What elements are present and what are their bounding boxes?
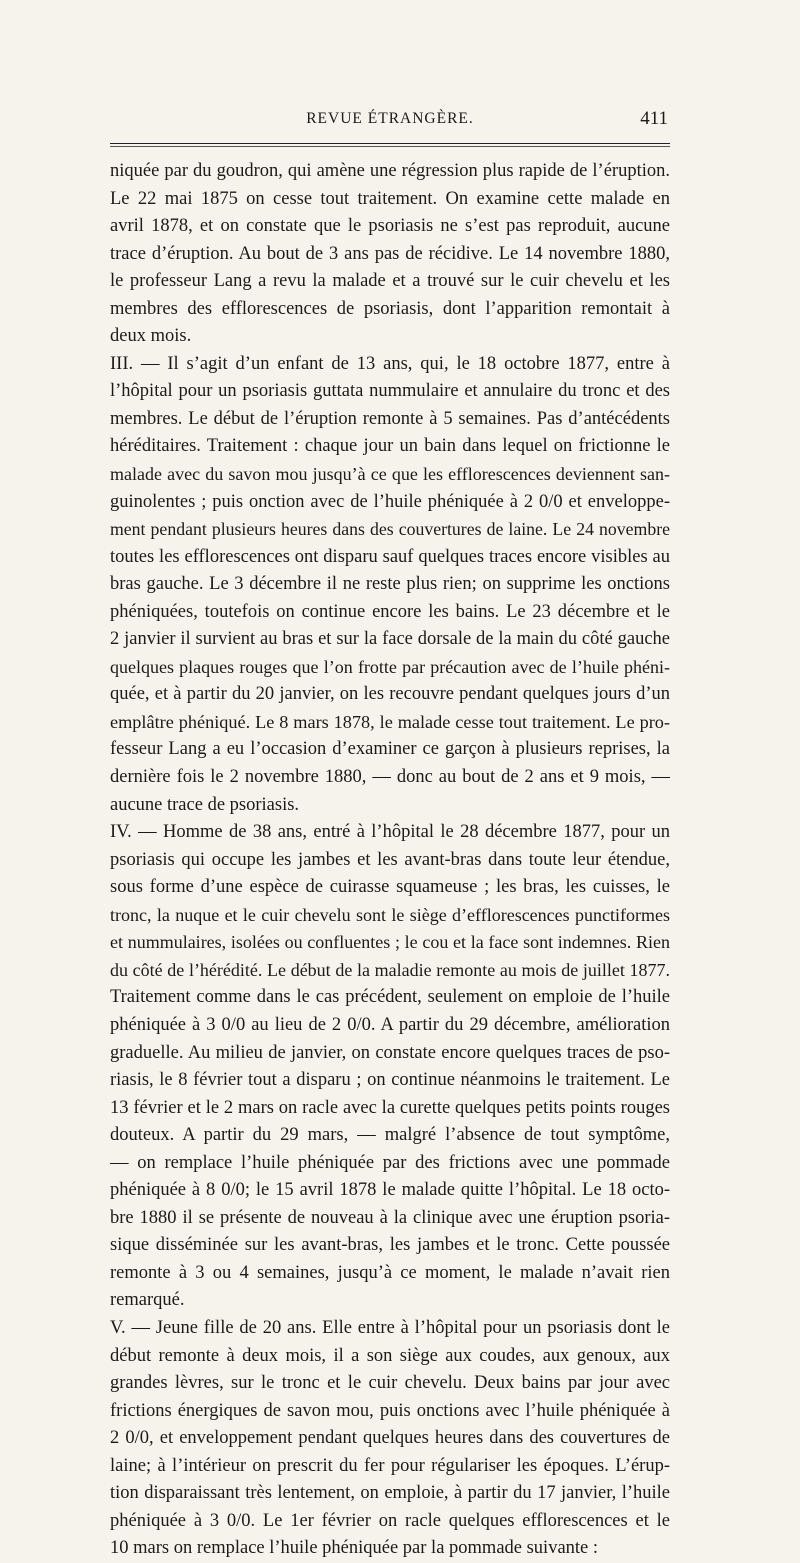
- text-line: 10 mars on remplace l’huile phéniquée par la pommade suivante :: [110, 1538, 599, 1559]
- header-rule: [110, 143, 670, 144]
- text-line: laine; à l’intérieur on prescrit du fer pour régulariser les époques. L’érup-: [110, 1455, 670, 1476]
- text-line: aucune trace de psoriasis.: [110, 794, 300, 815]
- text-line: bras gauche. Le 3 décembre il ne reste plus rien; on supprime les onctions: [110, 574, 670, 595]
- text-line: quelques plaques rouges que l’on frotte par précaution avec de l’huile phéni-: [110, 656, 670, 677]
- text-line: guinolentes ; puis onction avec de l’huile phéniquée à 2 0/0 et enveloppe-: [110, 491, 670, 512]
- text-line: et nummulaires, isolées ou confluentes ; le cou et la face sont indemnes. Rien: [110, 932, 670, 953]
- text-line: toutes les efflorescences ont disparu sauf quelques traces encore visibles au: [110, 546, 670, 567]
- text-line: riasis, le 8 février tout a disparu ; on continue néanmoins le traitement. Le: [110, 1070, 670, 1091]
- text-line: membres des efflorescences de psoriasis, dont l’apparition remontait à: [110, 298, 670, 319]
- text-line: l’hôpital pour un psoriasis guttata nummulaire et annulaire du tronc et des: [110, 381, 670, 402]
- text-line: ment pendant plusieurs heures dans des couvertures de laine. Le 24 novembre: [110, 519, 670, 540]
- text-line: héréditaires. Traitement : chaque jour un bain dans lequel on frictionne le: [110, 436, 670, 457]
- text-line: quée, et à partir du 20 janvier, on les recouvre pendant quelques jours d’un: [110, 684, 670, 705]
- text-line: Le 22 mai 1875 on cesse tout traitement. On examine cette malade en: [110, 188, 670, 209]
- text-line: tronc, la nuque et le cuir chevelu sont le siège d’efflorescences punctiformes: [110, 904, 670, 925]
- text-line: 2 janvier il survient au bras et sur la face dorsale de la main du côté gauche: [110, 629, 670, 650]
- text-line: IV. — Homme de 38 ans, entré à l’hôpital le 28 décembre 1877, pour un: [110, 822, 670, 843]
- text-line: fesseur Lang a eu l’occasion d’examiner ce garçon à plusieurs reprises, la: [110, 739, 670, 760]
- text-line: niquée par du goudron, qui amène une régression plus rapide de l’éruption.: [110, 161, 670, 181]
- text-line: bre 1880 il se présente de nouveau à la clinique avec une éruption psoria-: [110, 1207, 670, 1228]
- running-head: REVUE ÉTRANGÈRE.: [306, 110, 474, 127]
- text-line: du côté de l’hérédité. Le début de la maladie remonte au mois de juillet 1877.: [110, 959, 670, 980]
- text-line: malade avec du savon mou jusqu’à ce que les efflorescences deviennent san-: [110, 464, 670, 485]
- text-line: avril 1878, et on constate que le psoriasis ne s’est pas reproduit, aucune: [110, 216, 670, 237]
- text-line: sous forme d’une espèce de cuirasse squameuse ; les bras, les cuisses, le: [110, 877, 670, 898]
- text-line: douteux. A partir du 29 mars, — malgré l’absence de tout symptôme,: [110, 1125, 670, 1146]
- page-number: 411: [640, 108, 668, 129]
- text-line: frictions énergiques de savon mou, puis onctions avec l’huile phéniquée à: [110, 1400, 670, 1421]
- text-line: — on remplace l’huile phéniquée par des frictions avec une pommade: [110, 1152, 670, 1173]
- text-line: III. — Il s’agit d’un enfant de 13 ans, qui, le 18 octobre 1877, entre à: [110, 353, 670, 374]
- text-line: grandes lèvres, sur le tronc et le cuir chevelu. Deux bains par jour avec: [110, 1373, 670, 1394]
- text-line: membres. Le début de l’éruption remonte à 5 semaines. Pas d’antécédents: [110, 408, 670, 429]
- text-line: V. — Jeune fille de 20 ans. Elle entre à l’hôpital pour un psoriasis dont le: [110, 1317, 670, 1338]
- text-line: début remonte à deux mois, il a son siège aux coudes, aux genoux, aux: [110, 1345, 670, 1366]
- text-line: remarqué.: [110, 1290, 185, 1311]
- text-line: emplâtre phéniqué. Le 8 mars 1878, le malade cesse tout traitement. Le pro-: [110, 711, 670, 732]
- text-line: sique disséminée sur les avant-bras, les jambes et le tronc. Cette poussée: [110, 1235, 670, 1256]
- text-line: psoriasis qui occupe les jambes et les avant-bras dans toute leur étendue,: [110, 849, 670, 870]
- text-line: graduelle. Au milieu de janvier, on constate encore quelques traces de pso-: [110, 1042, 670, 1063]
- text-line: phéniquée à 3 0/0 au lieu de 2 0/0. A partir du 29 décembre, amélioration: [110, 1014, 670, 1035]
- text-line: phéniquée à 3 0/0. Le 1er février on racle quelques efflorescences et le: [110, 1510, 670, 1531]
- page-header: [110, 108, 670, 136]
- text-line: 13 février et le 2 mars on racle avec la curette quelques petits points rouges: [110, 1097, 670, 1118]
- body-text: [110, 158, 670, 1563]
- text-line: dernière fois le 2 novembre 1880, — donc au bout de 2 ans et 9 mois, —: [110, 767, 670, 788]
- text-line: trace d’éruption. Au bout de 3 ans pas de récidive. Le 14 novembre 1880,: [110, 243, 670, 264]
- text-line: phéniquée à 8 0/0; le 15 avril 1878 le malade quitte l’hôpital. Le 18 octo-: [110, 1180, 670, 1201]
- text-line: deux mois.: [110, 326, 192, 347]
- text-line: 2 0/0, et enveloppement pendant quelques heures dans des couvertures de: [110, 1428, 670, 1449]
- text-line: remonte à 3 ou 4 semaines, jusqu’à ce moment, le malade n’avait rien: [110, 1262, 670, 1283]
- text-line: Traitement comme dans le cas précédent, seulement on emploie de l’huile: [110, 987, 670, 1008]
- header-rule-thin: [110, 146, 670, 147]
- text-line: phéniquées, toutefois on continue encore les bains. Le 23 décembre et le: [110, 601, 670, 622]
- text-line: tion disparaissant très lentement, on emploie, à partir du 17 janvier, l’huile: [110, 1483, 670, 1504]
- text-line: le professeur Lang a revu la malade et a trouvé sur le cuir chevelu et les: [110, 271, 670, 292]
